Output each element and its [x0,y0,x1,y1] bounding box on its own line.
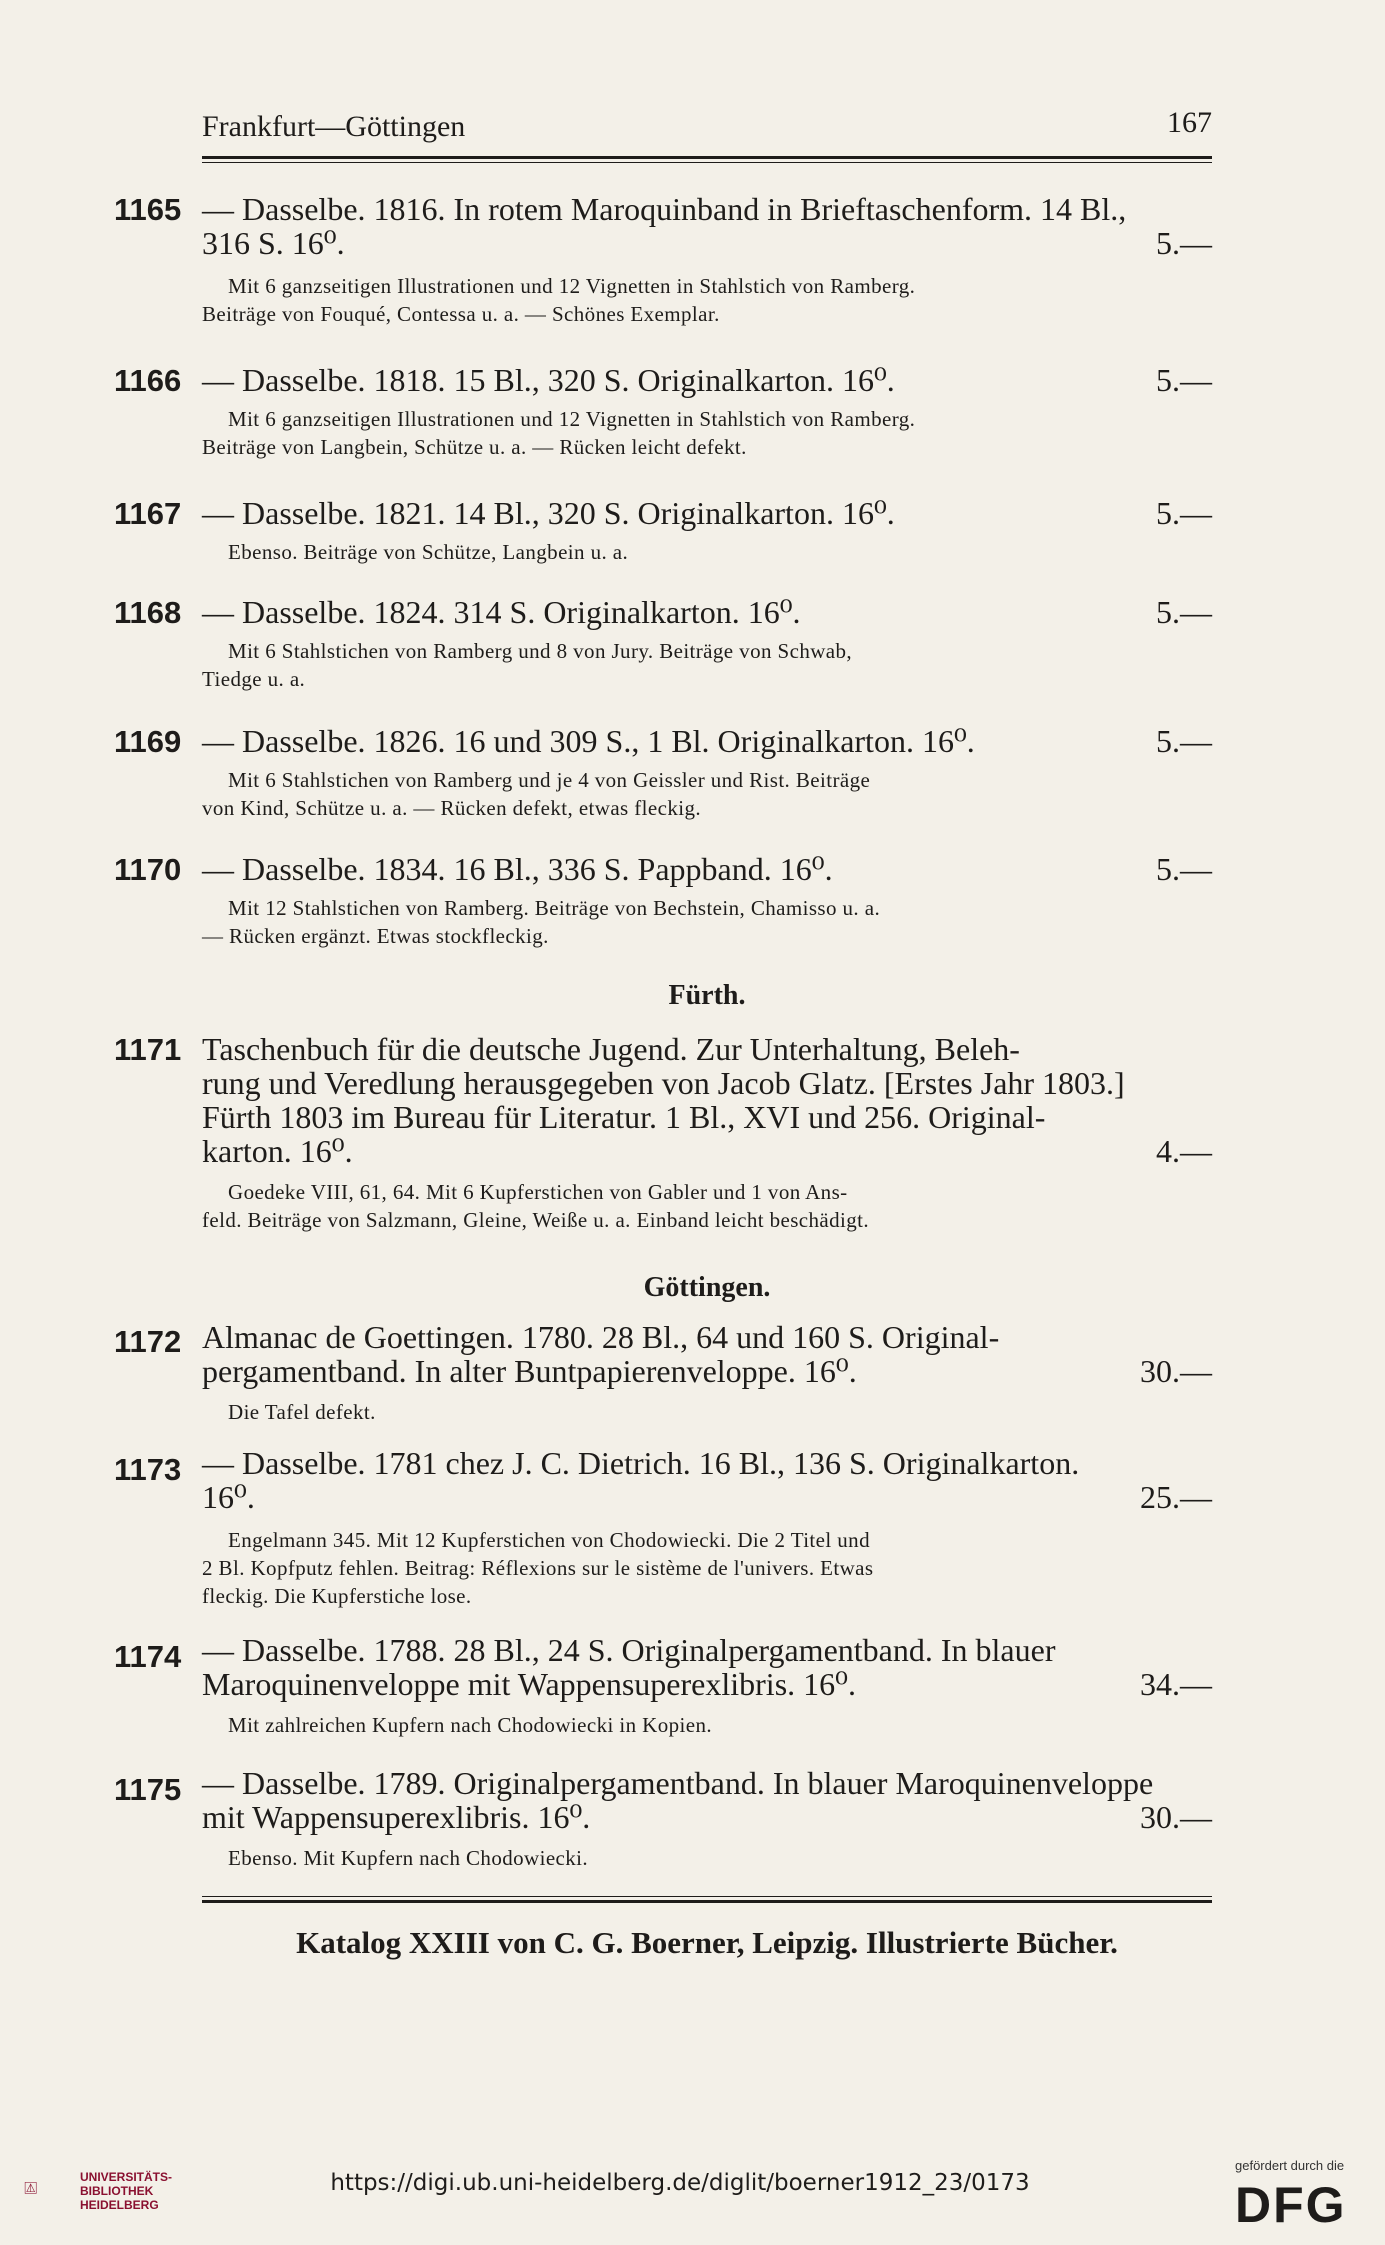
entry-text: — Dasselbe. 1789. Originalpergamentband. In blauer Maroquinenveloppe [202,1765,1154,1801]
entry-price: 4.— [1156,1133,1212,1169]
entry-number: 1167 [114,496,182,531]
entry-number: 1175 [114,1772,182,1807]
entry-note: Beiträge von Fouqué, Contessa u. a. — Schönes Exemplar. [202,302,720,326]
catalog-footer-title: Katalog XXIII von C. G. Boerner, Leipzig. Illustrierte Bücher. [296,1925,1118,1960]
section-heading-goettingen: Göttingen. [643,1272,771,1303]
entry-price: 5.— [1156,225,1212,261]
entry-text: — Dasselbe. 1834. 16 Bl., 336 S. Pappband. 16⁰. [202,851,833,887]
entry-price: 5.— [1156,723,1212,759]
footer-rule-thin [202,1896,1212,1897]
entry-text: Maroquinenveloppe mit Wappensuperexlibris. 16⁰. [202,1666,856,1702]
entry-number: 1170 [114,852,182,887]
entry-price: 34.— [1140,1666,1212,1702]
running-head [202,106,1212,150]
entry-note: Mit 6 ganzseitigen Illustrationen und 12 Vignetten in Stahlstich von Ramberg. [228,407,916,431]
entry-note: Mit 6 ganzseitigen Illustrationen und 12 Vignetten in Stahlstich von Ramberg. [228,274,916,298]
entry-number: 1172 [114,1324,182,1359]
page-number: 167 [1167,106,1212,139]
entry-note: — Rücken ergänzt. Etwas stockfleckig. [202,924,549,948]
entry-text: — Dasselbe. 1826. 16 und 309 S., 1 Bl. Originalkarton. 16⁰. [202,723,975,759]
entry-text: — Dasselbe. 1781 chez J. C. Dietrich. 16 Bl., 136 S. Originalkarton. [202,1445,1080,1481]
entry-price: 5.— [1156,495,1212,531]
entry-price: 30.— [1140,1353,1212,1389]
dfg-logo: DFG [1235,2177,1347,2233]
entry-number: 1169 [114,724,182,759]
entry-note: Ebenso. Mit Kupfern nach Chodowiecki. [228,1846,589,1870]
entry-note: Mit 12 Stahlstichen von Ramberg. Beiträge von Bechstein, Chamisso u. a. [228,896,881,920]
entry-number: 1165 [114,192,182,227]
entry-text: 316 S. 16⁰. [202,225,345,261]
entry-note: Goedeke VIII, 61, 64. Mit 6 Kupferstichen von Gabler und 1 von Ans- [228,1180,848,1204]
entry-note: Beiträge von Langbein, Schütze u. a. — Rücken leicht defekt. [202,435,747,459]
entry-note: Mit 6 Stahlstichen von Ramberg und je 4 von Geissler und Rist. Beiträge [228,768,871,792]
entry-price: 5.— [1156,594,1212,630]
entry-note: Engelmann 345. Mit 12 Kupferstichen von Chodowiecki. Die 2 Titel und [228,1528,870,1552]
entry-number: 1173 [114,1452,182,1487]
entry-number: 1171 [114,1032,182,1067]
entry-price: 30.— [1140,1799,1212,1835]
entry-note: Mit zahlreichen Kupfern nach Chodowiecki in Kopien. [228,1713,713,1737]
entry-text: — Dasselbe. 1788. 28 Bl., 24 S. Originalpergamentband. In blauer [202,1632,1056,1668]
university-library-logo-icon [24,2164,74,2214]
entry-text: pergamentband. In alter Buntpapierenveloppe. 16⁰. [202,1353,857,1389]
entry-text: Fürth 1803 im Bureau für Literatur. 1 Bl., XVI und 256. Original- [202,1099,1046,1135]
entry-note: Ebenso. Beiträge von Schütze, Langbein u. a. [228,540,629,564]
entry-text: Taschenbuch für die deutsche Jugend. Zur Unterhaltung, Beleh- [202,1031,1020,1067]
entry-note: von Kind, Schütze u. a. — Rücken defekt, etwas fleckig. [202,796,702,820]
entry-text: — Dasselbe. 1821. 14 Bl., 320 S. Originalkarton. 16⁰. [202,495,895,531]
entry-number: 1168 [114,595,182,630]
entry-text: 16⁰. [202,1479,255,1515]
entry-price: 5.— [1156,362,1212,398]
entry-text: karton. 16⁰. [202,1133,353,1169]
entry-note: fleckig. Die Kupferstiche lose. [202,1584,472,1608]
source-url-link[interactable]: https://digi.ub.uni-heidelberg.de/diglit/boerner1912_23/0173 [330,2170,1030,2196]
header-rule-thick [202,156,1212,159]
section-heading-fuerth: Fürth. [668,980,746,1011]
entry-text: rung und Veredlung herausgegeben von Jacob Glatz. [Erstes Jahr 1803.] [202,1065,1125,1101]
entry-number: 1174 [114,1639,182,1674]
entry-note: Tiedge u. a. [202,667,306,691]
entry-text: — Dasselbe. 1818. 15 Bl., 320 S. Originalkarton. 16⁰. [202,362,895,398]
entry-text: mit Wappensuperexlibris. 16⁰. [202,1799,591,1835]
entry-text: Almanac de Goettingen. 1780. 28 Bl., 64 und 160 S. Original- [202,1319,1000,1355]
entry-note: Mit 6 Stahlstichen von Ramberg und 8 von Jury. Beiträge von Schwab, [228,639,853,663]
header-rule-thin [202,162,1212,163]
entry-note: 2 Bl. Kopfputz fehlen. Beitrag: Réflexions sur le sistème de l'univers. Etwas [202,1556,874,1580]
library-name: UNIVERSITÄTS- BIBLIOTHEK HEIDELBERG [80,2170,173,2212]
entry-price: 5.— [1156,851,1212,887]
entry-text: — Dasselbe. 1816. In rotem Maroquinband in Brieftaschenform. 14 Bl., [202,191,1127,227]
funding-note: gefördert durch die [1235,2158,1345,2173]
entry-price: 25.— [1140,1479,1212,1515]
footer-rule-thick [202,1900,1212,1903]
entry-text: — Dasselbe. 1824. 314 S. Originalkarton. 16⁰. [202,594,801,630]
running-head-title: Frankfurt—Göttingen [202,110,466,143]
entry-note: feld. Beiträge von Salzmann, Gleine, Weiße u. a. Einband leicht beschädigt. [202,1208,870,1232]
entry-note: Die Tafel defekt. [228,1400,376,1424]
entry-number: 1166 [114,363,182,398]
